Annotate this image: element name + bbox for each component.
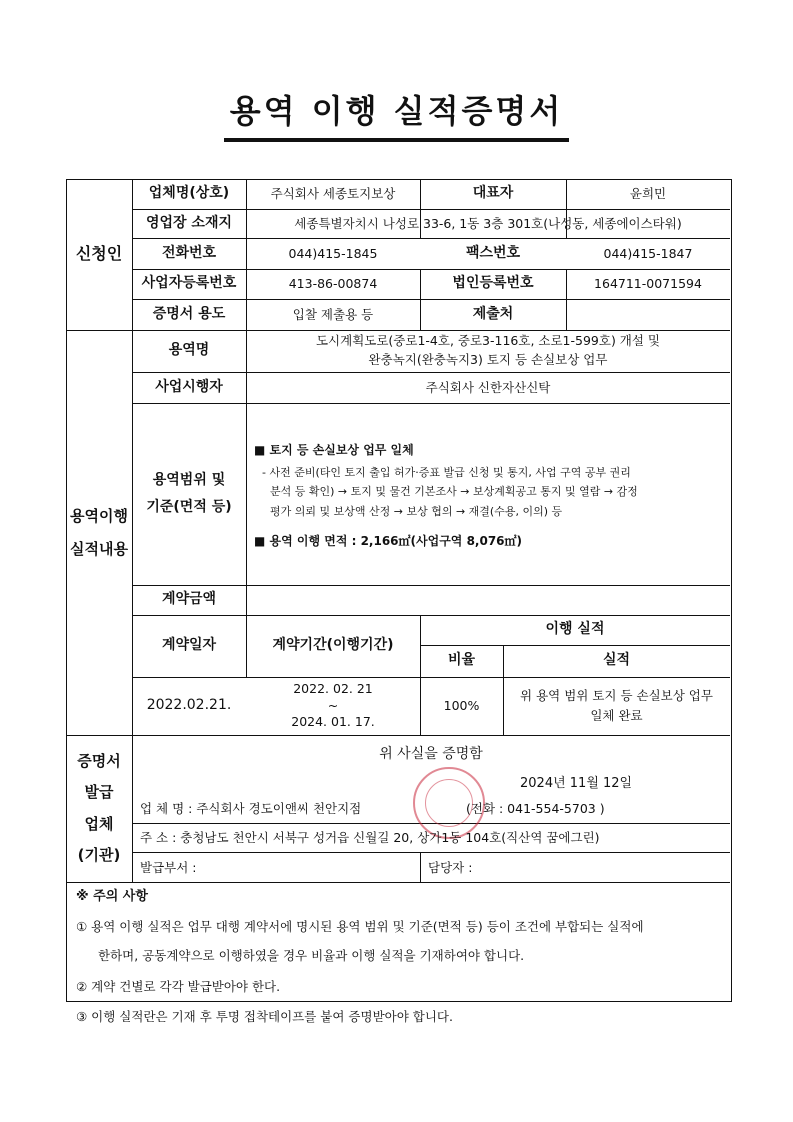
contract-period-value: 2022. 02. 21 ~ 2024. 01. 17. xyxy=(291,680,375,730)
scope-content xyxy=(254,440,724,552)
phone-value: 044)415-1845 xyxy=(288,245,378,261)
page-title: 용역 이행 실적증명서 xyxy=(0,86,793,142)
company-name-value: 주식회사 세종토지보상 xyxy=(270,186,396,202)
purpose-label: 증명서 용도 xyxy=(152,305,226,322)
certify-text: 위 사실을 증명함 xyxy=(379,746,483,763)
note-1-line-1: ① 용역 이행 실적은 업무 대행 계약서에 명시된 용역 범위 및 기준(면적 등) 등이 조건에 부합되는 실적에 xyxy=(76,919,644,934)
result-value: 위 용역 범위 토지 등 손실보상 업무 일체 완료 xyxy=(520,688,713,723)
address-value: 세종특별자치시 나성로 33-6, 1동 3층 301호(나성동, 세종에이스타워) xyxy=(294,215,682,231)
note-3: ③ 이행 실적란은 기재 후 투명 접착테이프를 붙여 증명받아야 합니다. xyxy=(76,1009,453,1024)
contract-date-label: 계약일자 xyxy=(161,637,217,654)
amount-label: 계약금액 xyxy=(161,591,217,608)
result-label: 실적 xyxy=(602,652,631,669)
contract-date-value: 2022.02.21. xyxy=(146,697,232,714)
amount-value xyxy=(246,585,730,615)
issuer-phone: (전화 : 041-554-5703 ) xyxy=(466,801,605,817)
ratio-label: 비율 xyxy=(447,652,476,669)
issue-date: 2024년 11월 12일 xyxy=(520,775,633,791)
ceo-label: 대표자 xyxy=(472,185,514,202)
scope-detail: - 사전 준비(타인 토지 출입 허가·증표 발급 신청 및 통지, 사업 구역 공부 권리 분석 등 확인) → 토지 및 물건 기본조사 → 보상계획공고 통지 및 열람 → 감정 평가 의뢰 및 보상액 산정 → 보상 협의 → 재결(수용, 이의) 등 xyxy=(262,466,638,518)
operator-label: 사업시행자 xyxy=(155,378,223,395)
applicant-section-label: 신청인 xyxy=(75,244,123,264)
service-name-value: 도시계획도로(중로1-4호, 중로3-116호, 소로1-599호) 개설 및 완충녹지(완충녹지3) 토지 등 손실보상 업무 xyxy=(315,333,660,367)
notes-title: ※ 주의 사항 xyxy=(76,889,148,904)
issuer-address: 주 소 : 충청남도 천안시 서북구 성거읍 신월길 20, 상가1동 104호(직산역 꿈에그린) xyxy=(140,830,600,846)
note-1-line-2: 한하며, 공동계약으로 이행하였을 경우 비율과 이행 실적을 기재하여야 합니다. xyxy=(98,948,525,963)
scope-label: 용역범위 및 기준(면적 등) xyxy=(146,472,232,515)
phone-label: 전화번호 xyxy=(161,244,217,261)
bizno-value: 413-86-00874 xyxy=(288,276,378,292)
issuer-section-label: 증명서 발급 업체 (기관) xyxy=(77,751,121,864)
scope-area: ■ 용역 이행 면적 : 2,166㎡(사업구역 8,076㎡) xyxy=(254,533,523,548)
scope-heading: ■ 토지 등 손실보상 업무 일체 xyxy=(254,443,414,457)
purpose-value: 입찰 제출용 등 xyxy=(292,306,374,322)
corpno-value: 164711-0071594 xyxy=(594,276,702,292)
submit-label: 제출처 xyxy=(472,305,514,322)
contract-period-label: 계약기간(이행기간) xyxy=(272,637,394,654)
issuer-company: 업 체 명 : 주식회사 경도이앤씨 천안지점 xyxy=(140,801,362,817)
ratio-value: 100% xyxy=(443,698,480,714)
ceo-value: 윤희민 xyxy=(629,186,667,202)
corpno-label: 법인등록번호 xyxy=(452,275,534,292)
service-name-label: 용역명 xyxy=(168,342,210,359)
address-label: 영업장 소재지 xyxy=(145,214,233,231)
fax-label: 팩스번호 xyxy=(465,244,521,261)
operator-value: 주식회사 신한자산신탁 xyxy=(425,379,551,395)
submit-value xyxy=(566,299,730,330)
performance-section-label: 용역이행 실적내용 xyxy=(70,506,128,558)
issuer-dept: 발급부서 : xyxy=(140,859,197,875)
result-header: 이행 실적 xyxy=(545,621,605,638)
bizno-label: 사업자등록번호 xyxy=(141,275,237,292)
issuer-manager: 담당자 : xyxy=(428,859,473,875)
note-2: ② 계약 건별로 각각 발급받아야 한다. xyxy=(76,979,281,994)
fax-value: 044)415-1847 xyxy=(603,245,693,261)
company-name-label: 업체명(상호) xyxy=(148,185,230,202)
